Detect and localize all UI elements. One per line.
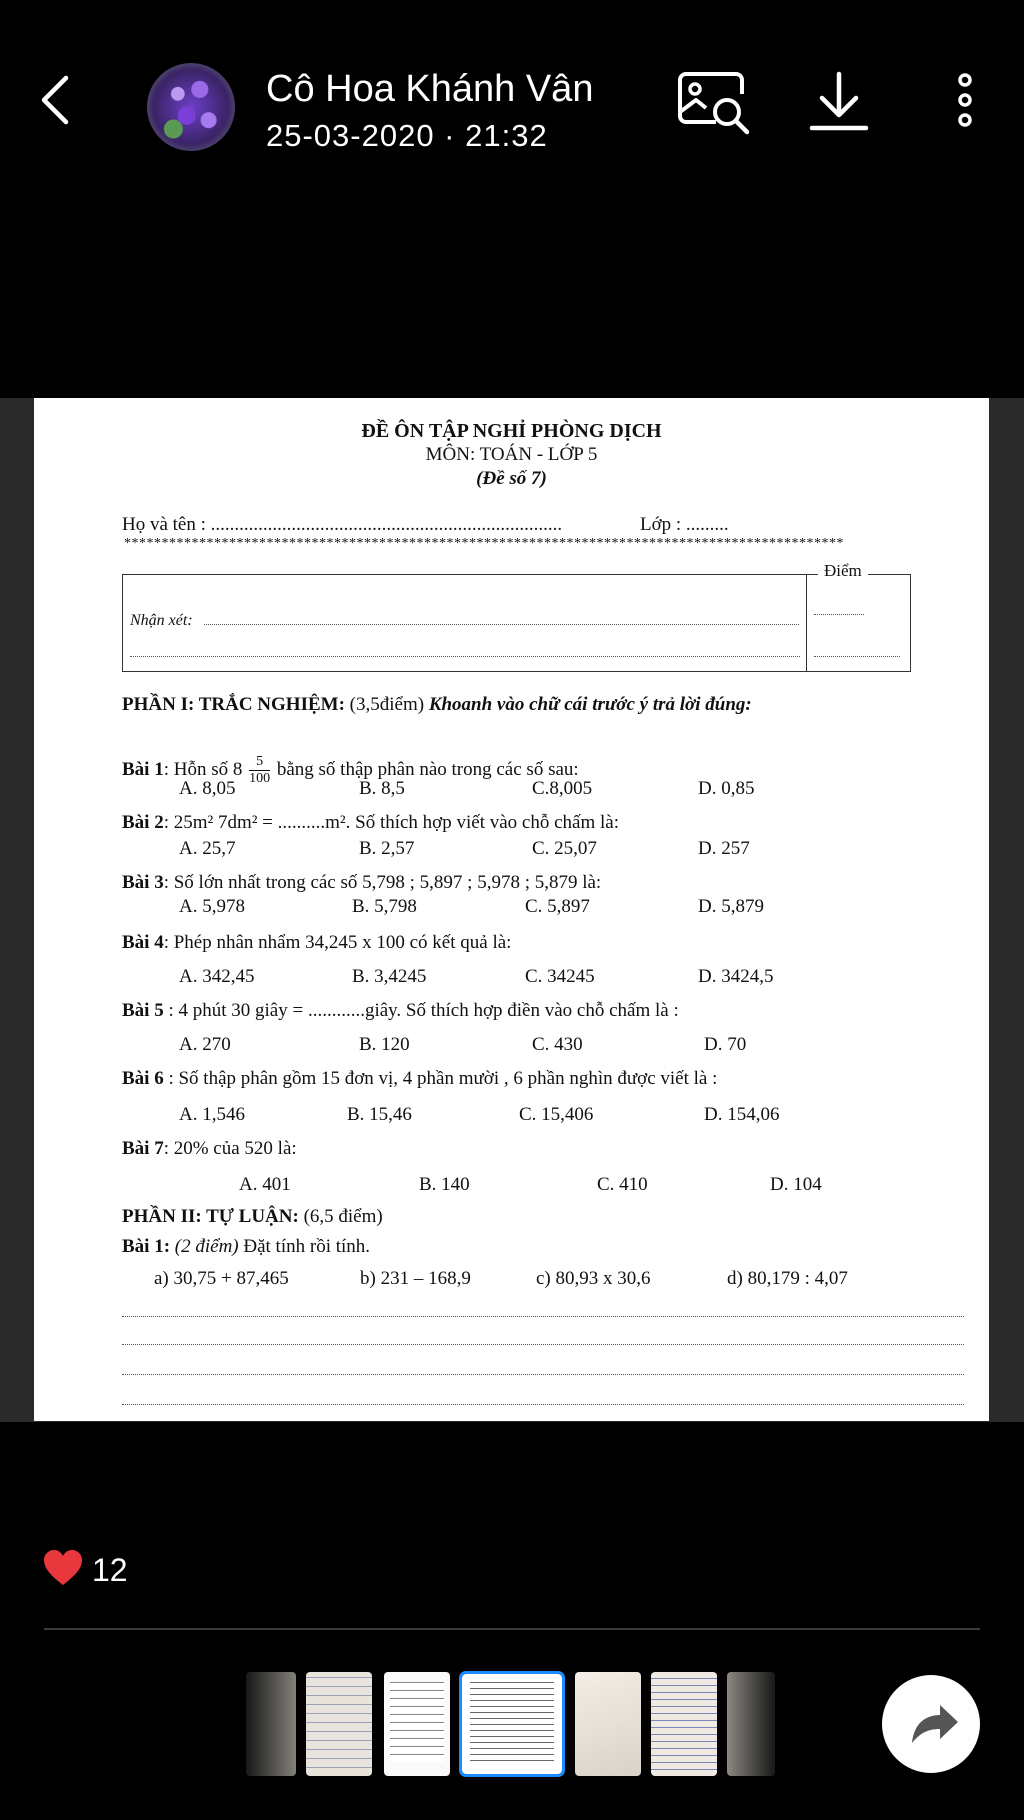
choice-d: D. 0,85: [698, 778, 755, 799]
answer-line: [122, 1316, 964, 1317]
fraction-numerator: 5: [249, 754, 270, 771]
choice-c: C. 5,897: [525, 896, 590, 917]
essay-text: Đặt tính rồi tính.: [243, 1236, 371, 1257]
class-line: Lớp : .........: [640, 514, 729, 535]
score-dots-1: [814, 614, 864, 615]
choice-a: A. 401: [239, 1174, 291, 1195]
avatar[interactable]: [147, 63, 235, 151]
essay-label: Bài 1:: [122, 1236, 171, 1257]
essay-item-c: c) 80,93 x 30,6: [536, 1268, 651, 1289]
comment-box: [122, 574, 911, 672]
choice-d: D. 70: [704, 1034, 747, 1055]
comment-dots-1: [204, 624, 799, 625]
stars-divider: ************************************************************************************************: [124, 536, 844, 551]
thumbnail-1[interactable]: [246, 1672, 296, 1776]
part2-header: [122, 1206, 383, 1228]
choice-a: A. 1,546: [179, 1104, 245, 1125]
thumbnail-lines: [390, 1682, 444, 1762]
document-photo[interactable]: [34, 398, 989, 1421]
more-button[interactable]: [952, 72, 978, 128]
choice-a: A. 8,05: [179, 778, 236, 799]
top-bar: [0, 0, 1024, 200]
thumbnail-2[interactable]: [306, 1672, 372, 1776]
choice-b: B. 3,4245: [352, 966, 427, 987]
question-text: : Số lớn nhất trong các số 5,798 ; 5,897 ; 5,978 ; 5,879 là:: [163, 872, 602, 893]
choice-b: B. 8,5: [359, 778, 405, 799]
question-7: [122, 1138, 297, 1160]
part1-instruction: Khoanh vào chữ cái trước ý trả lời đúng:: [428, 694, 752, 715]
question-text-after: bằng số thập phân nào trong các số sau:: [276, 758, 579, 780]
essay-question: [122, 1236, 370, 1258]
heart-icon: [42, 1548, 84, 1588]
thumbnail-5[interactable]: [575, 1672, 641, 1776]
back-button[interactable]: [36, 72, 76, 128]
fraction: [249, 754, 270, 787]
score-dots-2: [814, 656, 900, 657]
download-icon: [808, 70, 870, 134]
question-5: [122, 1000, 679, 1022]
like-button[interactable]: [42, 1548, 84, 1592]
choice-c: C. 25,07: [532, 838, 597, 859]
thumbnail-6[interactable]: [651, 1672, 717, 1776]
doc-subtitle: MÔN: TOÁN - LỚP 5: [425, 444, 598, 465]
more-icon: [952, 72, 978, 128]
choice-c: C. 34245: [525, 966, 595, 987]
essay-item-a: a) 30,75 + 87,465: [154, 1268, 289, 1289]
question-label: Bài 5: [122, 1000, 164, 1021]
download-button[interactable]: [808, 70, 870, 134]
choice-d: D. 104: [770, 1174, 822, 1195]
essay-points: (2 điểm): [174, 1236, 239, 1257]
choice-d: D. 154,06: [704, 1104, 780, 1125]
thumbnail-3[interactable]: [384, 1672, 450, 1776]
question-text: : Số thập phân gồm 15 đơn vị, 4 phần mười , 6 phần nghìn được viết là :: [163, 1068, 718, 1089]
answer-line: [122, 1344, 964, 1345]
doc-title: ĐỀ ÔN TẬP NGHỈ PHÒNG DỊCH: [361, 420, 662, 442]
question-text: : Hỗn số 8: [163, 758, 243, 780]
answer-line: [122, 1404, 964, 1405]
question-text: : 4 phút 30 giây = ............giây. Số thích hợp điền vào chỗ chấm là :: [163, 1000, 679, 1021]
choice-a: A. 270: [179, 1034, 231, 1055]
score-label: Điểm: [818, 561, 868, 581]
question-text: : 25m² 7dm² = ..........m². Số thích hợp viết vào chỗ chấm là:: [163, 812, 619, 833]
question-text: : Phép nhân nhẩm 34,245 x 100 có kết quả là:: [163, 932, 512, 953]
choice-b: B. 140: [419, 1174, 470, 1195]
comment-label: Nhận xét:: [130, 612, 193, 629]
part1-header: [122, 694, 752, 716]
post-time: 25-03-2020 · 21:32: [266, 118, 548, 153]
choice-d: D. 5,879: [698, 896, 764, 917]
question-label: Bài 1: [122, 758, 164, 780]
choice-c: C. 430: [532, 1034, 583, 1055]
image-search-icon: [676, 70, 752, 136]
share-button[interactable]: [882, 1675, 980, 1773]
question-6: [122, 1068, 717, 1090]
choice-c: C. 410: [597, 1174, 648, 1195]
choice-c: C.8,005: [532, 778, 593, 799]
question-text: : 20% của 520 là:: [163, 1138, 297, 1159]
fraction-denominator: 100: [249, 771, 271, 786]
question-4: [122, 932, 511, 954]
choice-b: B. 15,46: [347, 1104, 412, 1125]
score-divider: [806, 575, 807, 671]
doc-exam-no: (Đề số 7): [476, 468, 547, 489]
image-search-button[interactable]: [676, 70, 752, 136]
share-arrow-icon: [882, 1675, 980, 1773]
thumbnail-7[interactable]: [727, 1672, 775, 1776]
part2-title: PHẦN II: TỰ LUẬN:: [122, 1206, 299, 1227]
question-label: Bài 4: [122, 932, 164, 953]
part1-title: PHẦN I: TRẮC NGHIỆM:: [122, 694, 345, 715]
essay-item-d: d) 80,179 : 4,07: [727, 1268, 848, 1289]
choice-c: C. 15,406: [519, 1104, 594, 1125]
thumbnail-4-active[interactable]: [462, 1674, 562, 1774]
user-name[interactable]: Cô Hoa Khánh Vân: [266, 68, 594, 110]
choice-d: D. 3424,5: [698, 966, 774, 987]
part1-points: (3,5điểm): [349, 694, 425, 715]
back-icon: [36, 72, 76, 128]
question-3: [122, 872, 601, 894]
answer-line: [122, 1374, 964, 1375]
thumbnail-lines: [470, 1682, 554, 1766]
choice-b: B. 2,57: [359, 838, 415, 859]
choice-b: B. 120: [359, 1034, 410, 1055]
choice-a: A. 25,7: [179, 838, 236, 859]
essay-item-b: b) 231 – 168,9: [360, 1268, 471, 1289]
comment-dots-2: [130, 656, 800, 657]
likes-count: 12: [92, 1552, 128, 1588]
choice-d: D. 257: [698, 838, 750, 859]
question-label: Bài 2: [122, 812, 164, 833]
divider: [44, 1628, 980, 1630]
choice-a: A. 5,978: [179, 896, 245, 917]
name-line: Họ và tên : ..........................................................................: [122, 514, 563, 535]
choice-b: B. 5,798: [352, 896, 417, 917]
question-label: Bài 6: [122, 1068, 164, 1089]
part2-points: (6,5 điểm): [303, 1206, 383, 1227]
question-2: [122, 812, 619, 834]
choice-a: A. 342,45: [179, 966, 255, 987]
question-label: Bài 3: [122, 872, 164, 893]
question-label: Bài 7: [122, 1138, 164, 1159]
